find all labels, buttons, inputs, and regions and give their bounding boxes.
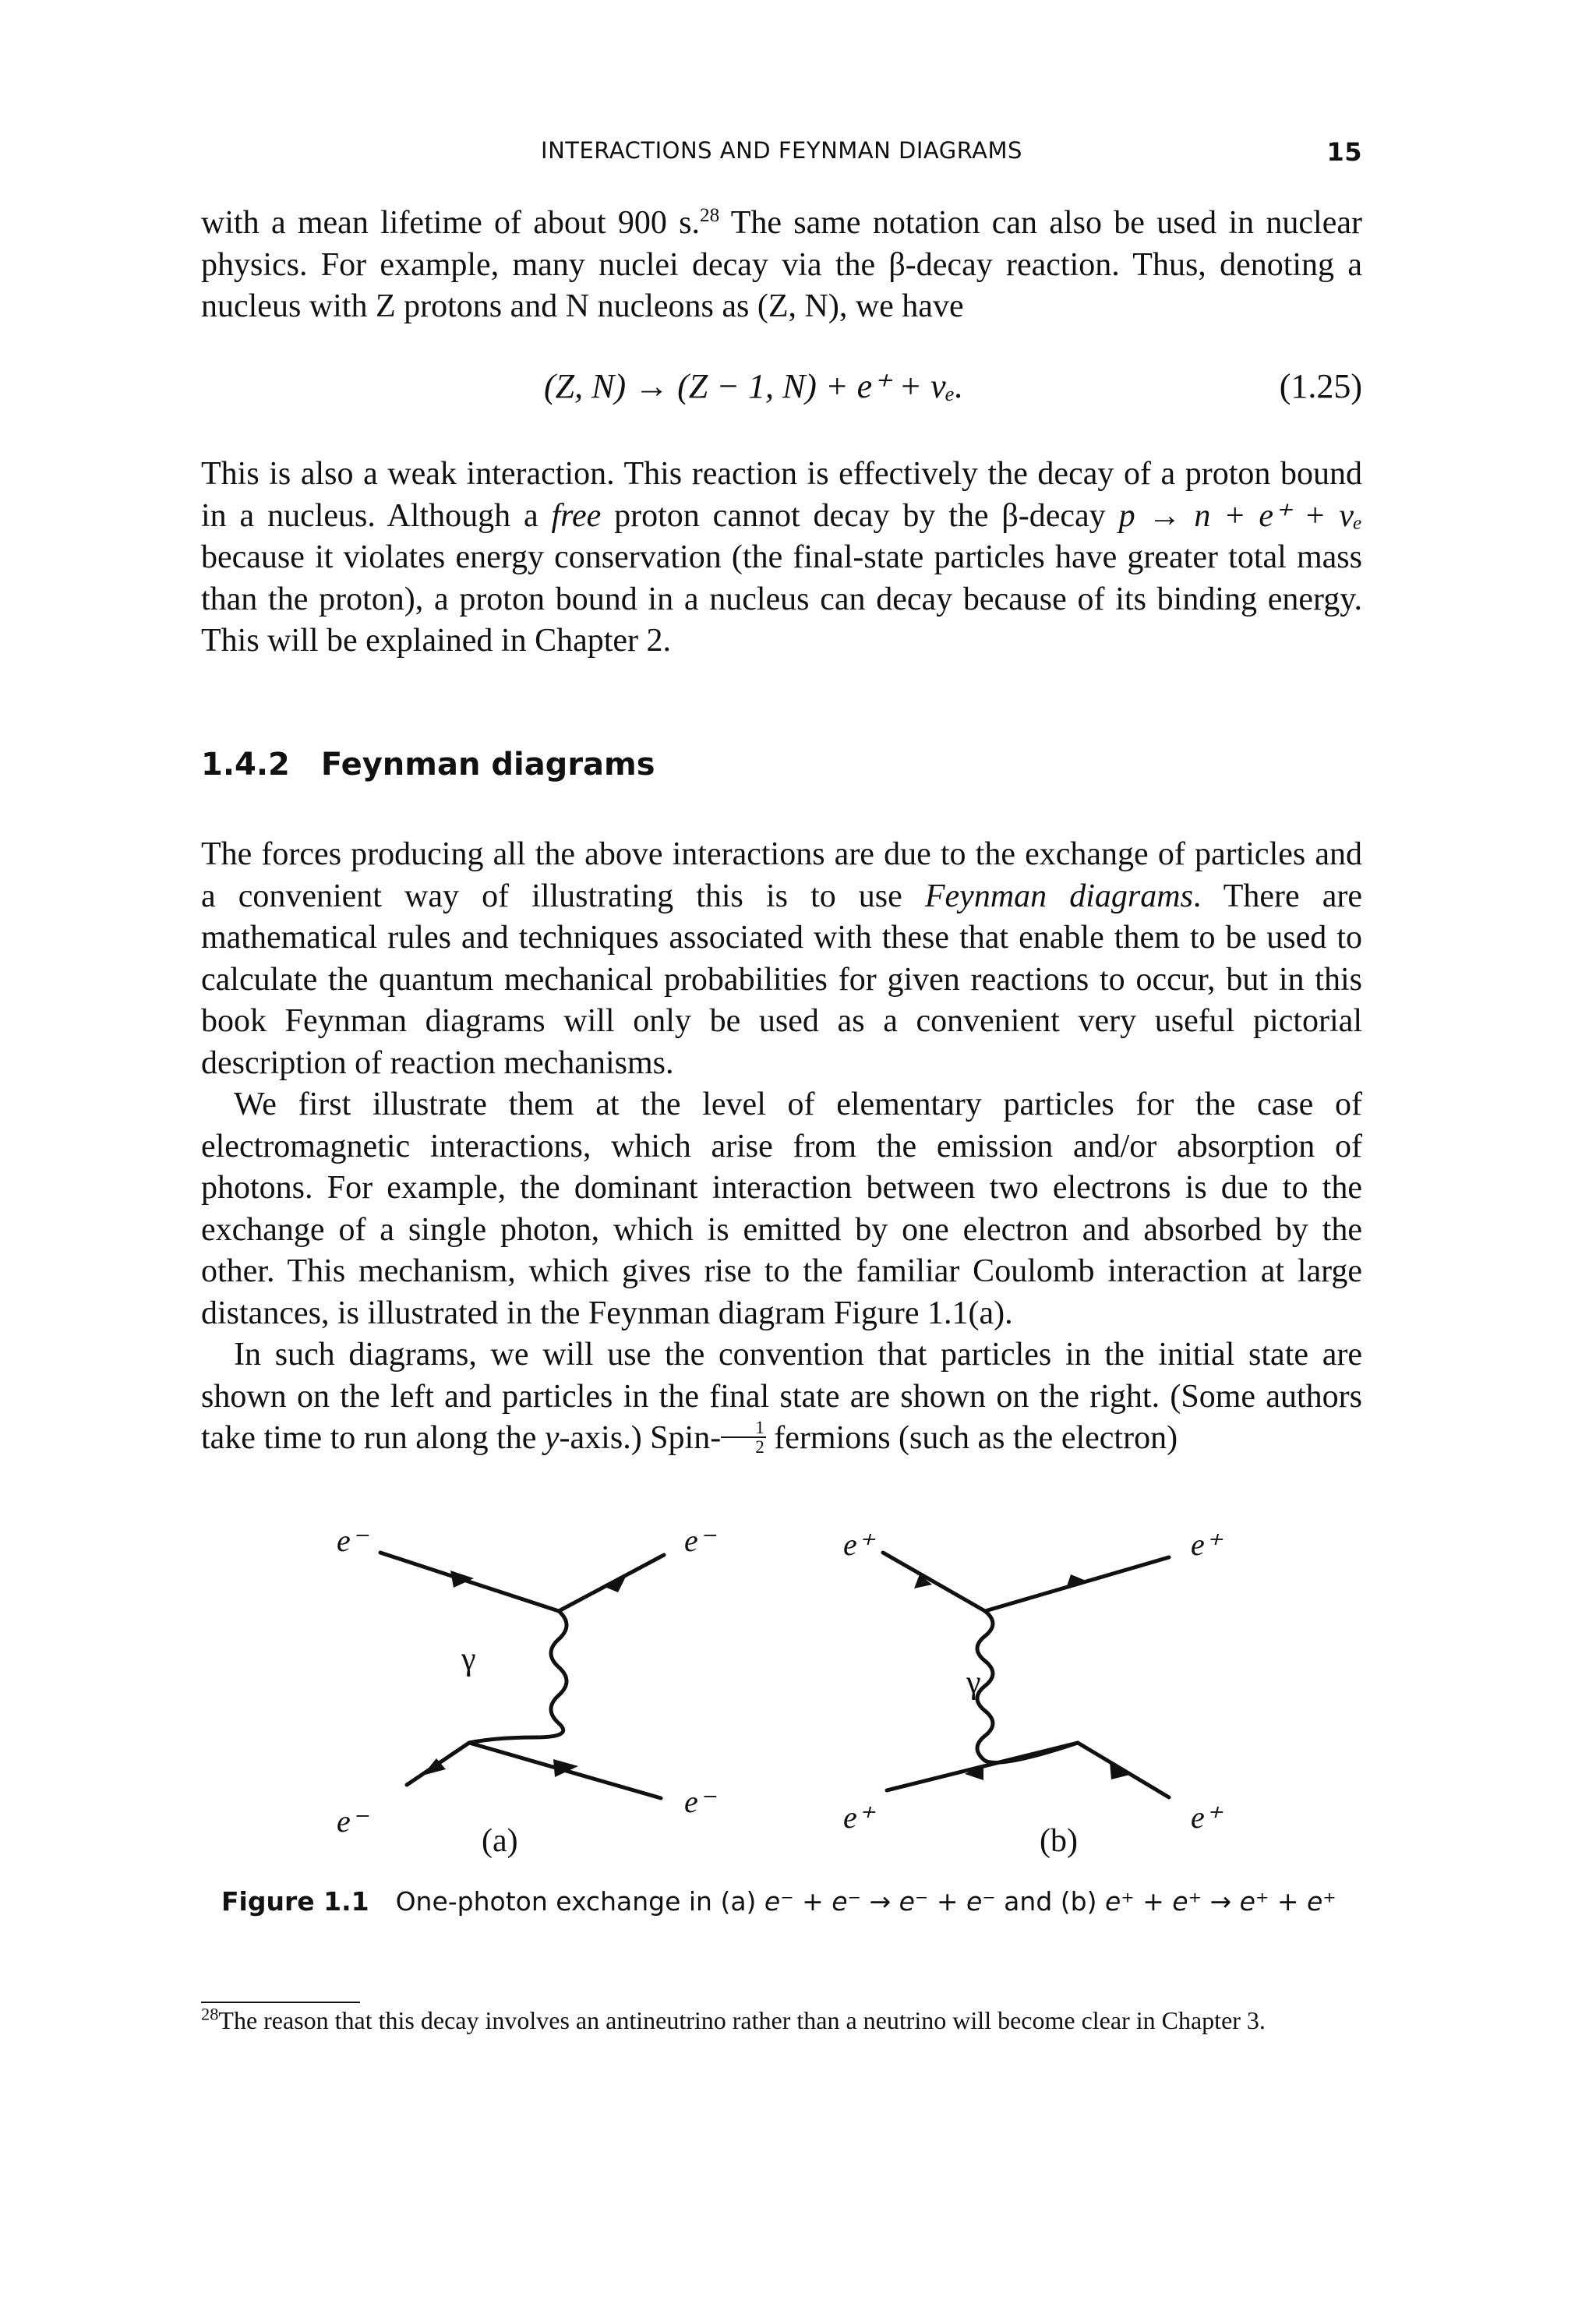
text: proton cannot decay by the β-decay xyxy=(601,497,1119,534)
inline-math: p → n + e⁺ + νₑ xyxy=(1118,497,1362,534)
arrowhead xyxy=(965,1765,983,1780)
paragraph-4: We first illustrate them at the level of elementary particles for the case of electromagnetic interactions, which arise from the emission and/or absorption of photons. For example, the dominant interaction between two electrons is due to the exchange of a single photon, which is emitted by one electron and absorbed by the other. This mechanism, which gives rise to the familiar Coulomb interaction at large distances, is illustrated in the Feynman diagram Figure 1.1(a). xyxy=(201,1087,1362,1331)
fermion-line xyxy=(883,1553,985,1611)
fermion-line xyxy=(407,1743,469,1785)
arrowhead xyxy=(1066,1574,1088,1588)
caption-math: e⁻ + e⁻ → e⁻ + e⁻ xyxy=(764,1886,996,1917)
text: with a mean lifetime of about 900 s. xyxy=(201,205,700,241)
arrowhead xyxy=(553,1759,578,1777)
text: This is also a weak interaction. This reaction is effectively the decay of a proton bound in a nucleus. Although a xyxy=(201,456,1362,534)
label-a-top-left: e⁻ xyxy=(337,1523,367,1558)
text: because it violates energy conservation (the final-state particles have greater total mass than the proton), a proton bound in a nucleus can decay because of its binding energy. This will be explained in Chapter 2. xyxy=(201,539,1362,659)
fraction-denominator: 2 xyxy=(755,1436,764,1458)
label-a-bottom-left: e⁻ xyxy=(337,1804,367,1839)
paragraph-2 xyxy=(201,454,1362,663)
label-a-top-right: e⁻ xyxy=(684,1523,715,1558)
page-number: 15 xyxy=(1326,137,1362,167)
arrowhead xyxy=(450,1571,474,1588)
paragraph-5 xyxy=(201,1334,1362,1460)
arrowhead xyxy=(422,1758,446,1776)
fermion-line xyxy=(559,1555,664,1611)
section-number: 1.4.2 xyxy=(201,747,290,783)
text: . There are mathematical rules and techniques associated with these that enable them to be used to calculate the quantum mechanical probabilities for given reactions to occur, but in this book Feynman diagrams will only be used as a convenient very useful pictorial description of reaction mechanisms. xyxy=(201,878,1363,1081)
emphasis: y xyxy=(544,1420,560,1456)
fermion-line xyxy=(469,1743,661,1798)
paragraph-1 xyxy=(201,203,1362,328)
equation-1-25 xyxy=(201,366,1362,413)
arrowhead xyxy=(914,1574,932,1588)
emphasis: Feynman diagrams xyxy=(924,878,1193,914)
arrowhead xyxy=(605,1574,627,1592)
photon-line xyxy=(977,1611,1078,1762)
running-title: INTERACTIONS AND FEYNMAN DIAGRAMS xyxy=(541,137,1022,164)
panel-label-b: (b) xyxy=(1040,1823,1078,1859)
section-title: Feynman diagrams xyxy=(320,747,655,783)
label-b-bottom-left: e⁺ xyxy=(843,1800,874,1835)
section-heading xyxy=(201,747,655,783)
label-a-bottom-right: e⁻ xyxy=(684,1784,715,1819)
photon-label-a: γ xyxy=(461,1641,476,1677)
fermion-line xyxy=(1078,1743,1169,1797)
label-b-bottom-right: e⁺ xyxy=(1191,1800,1221,1835)
fermion-line xyxy=(887,1743,1078,1790)
fermion-line xyxy=(380,1553,559,1611)
photon-line xyxy=(469,1611,567,1743)
fraction-numerator: 1 xyxy=(721,1419,766,1438)
text: fermions (such as the electron) xyxy=(765,1420,1178,1456)
label-b-top-left: e⁺ xyxy=(843,1527,874,1562)
footnote-text: The reason that this decay involves an antineutrino rather than a neutrino will become clear in Chapter 3. xyxy=(218,2006,1266,2034)
fermion-line xyxy=(985,1557,1169,1611)
text: The same notation can also be used in nuclear physics. For example, many nuclei decay via the β-decay reaction. Thus, denoting a nucleus with Z protons and N nucleons as (Z, N), we have xyxy=(201,205,1362,324)
caption-math: e⁺ + e⁺ → e⁺ + e⁺ xyxy=(1104,1886,1336,1917)
label-b-top-right: e⁺ xyxy=(1191,1527,1221,1562)
running-head xyxy=(201,137,1362,171)
fraction-half xyxy=(721,1419,766,1456)
footnote-ref[interactable]: 28 xyxy=(699,205,720,226)
footnote-number: 28 xyxy=(201,2004,219,2024)
photon-label-b: γ xyxy=(966,1665,981,1701)
text: In such diagrams, we will use the convention that particles in the initial state are shown on the left and particles in the final state are shown on the right. (Some authors take time to run along the xyxy=(201,1337,1362,1456)
figure-caption xyxy=(221,1886,1336,1917)
equation-number: (1.25) xyxy=(1279,367,1362,405)
text: The forces producing all the above interactions are due to the exchange of particles and a convenient way of illustrating this is to use xyxy=(201,836,1362,914)
paragraph-3 xyxy=(201,834,1362,1460)
arrowhead xyxy=(1110,1762,1130,1779)
text: -axis.) Spin- xyxy=(559,1420,722,1456)
equation-body: (Z, N) → (Z − 1, N) + e⁺ + νₑ. xyxy=(544,367,964,405)
panel-label-a: (a) xyxy=(482,1823,518,1859)
footnote xyxy=(201,2003,1362,2037)
emphasis: free xyxy=(551,497,602,534)
figure-label: Figure 1.1 xyxy=(221,1886,369,1917)
caption-text: One-photon exchange in (a) xyxy=(395,1886,764,1917)
caption-text: and (b) xyxy=(995,1886,1105,1917)
